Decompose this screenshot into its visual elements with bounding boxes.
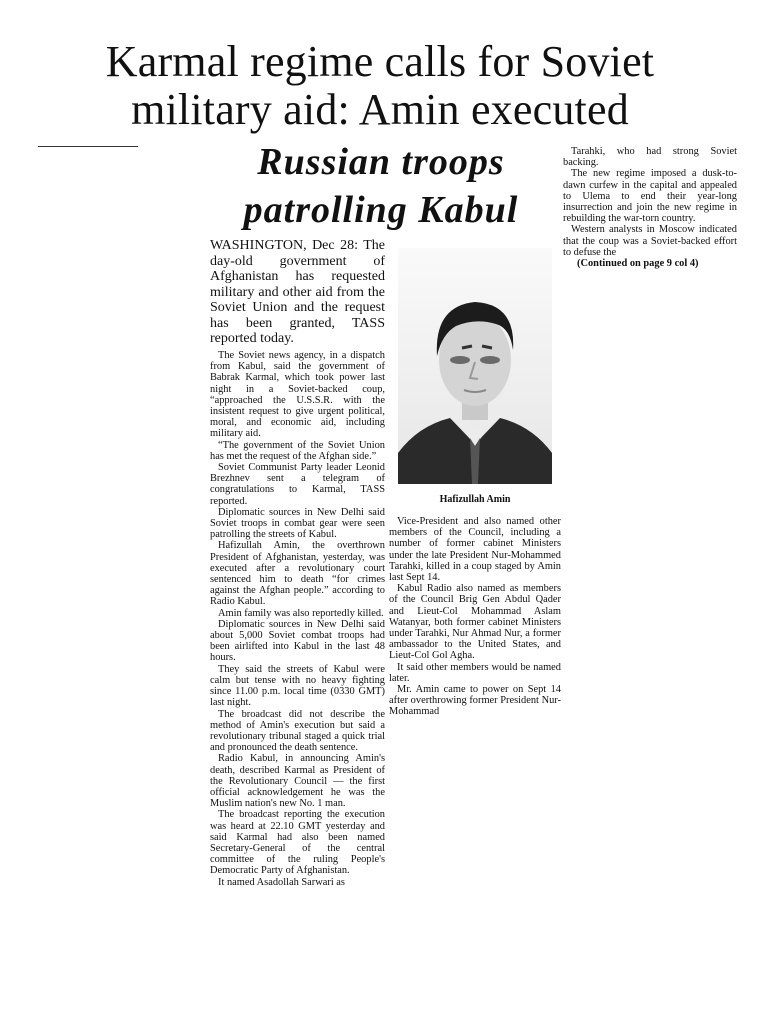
paragraph: Western analysts in Moscow indicated that the coup was a Soviet-backed effort to defuse the <box>563 224 737 258</box>
portrait-image <box>398 248 552 484</box>
portrait-photo <box>398 248 552 484</box>
paragraph: Kabul Radio also named as members of the Council Brig Gen Abdul Qader and Lieut-Col Mohammad Aslam Watanyar, both former cabinet Ministers under Tarahki, Nur Ahmad Nur, a former ambassador to the United States, and Lieut-Col Gol Agha. <box>389 583 561 662</box>
paragraph: The broadcast reporting the execution was heard at 22.10 GMT yesterday and said Karmal had also been named Secretary-General of the central committee of the ruling People's Democratic Party of Afghanistan. <box>210 809 385 877</box>
paragraph: It named Asadollah Sarwari as <box>218 876 345 888</box>
article-column-2 <box>389 516 561 718</box>
paragraph: They said the streets of Kabul were calm but tense with no heavy fighting since 11.00 p.m. local time (0330 GMT) last night. <box>210 663 385 709</box>
paragraph: The Soviet news agency, in a dispatch from Kabul, said the government of Babrak Karmal, which took power last night in a Soviet-backed coup, “approached the U.S.S.R. with the insistent request to give urgent political, moral, and economic aid, including military aid. <box>210 350 385 440</box>
paragraph: Amin family was also reportedly killed. <box>218 607 384 619</box>
subheadline-line-2: patrolling Kabul <box>243 189 519 231</box>
continuation-note: (Continued on page 9 col 4) <box>577 258 699 270</box>
paragraph: Vice-President and also named other members of the Council, including a number of former cabinet Ministers under the late President Nur-Mohammed Tarahki, killed in a coup staged by Amin last Sept 14. <box>389 516 561 584</box>
paragraph: Mr. Amin came to power on Sept 14 after overthrowing former President Nur-Mohammad <box>389 684 561 718</box>
paragraph: Soviet Communist Party leader Leonid Brezhnev sent a telegram of congratulations to Karmal, TASS reported. <box>210 462 385 507</box>
divider-rule <box>38 146 138 147</box>
paragraph: “The government of the Soviet Union has met the request of the Afghan side.” <box>210 439 385 462</box>
paragraph: Hafizullah Amin, the overthrown President of Afghanistan, yesterday, was executed after a revolutionary court sentenced him to death “for crimes against the Afghan people.” according to Radio Kabul. <box>210 540 385 608</box>
subheadline-line-1: Russian troops <box>257 141 505 183</box>
paragraph: The new regime imposed a dusk-to-dawn curfew in the capital and appealed to Ulema to end their year-long insurrection and join the new regime in rebuilding the war-torn country. <box>563 168 737 225</box>
paragraph: Tarahki, who had strong Soviet backing. <box>563 146 737 169</box>
lead-paragraph <box>210 238 385 347</box>
paragraph: It said other members would be named later. <box>389 661 561 684</box>
paragraph: Diplomatic sources in New Delhi said Soviet troops in combat gear were seen patrolling the streets of Kabul. <box>210 506 385 541</box>
paragraph: The broadcast did not describe the method of Amin's execution but said a revolutionary tribunal staged a quick trial and pronounced the death sentence. <box>210 708 385 754</box>
headline-line-1: Karmal regime calls for Soviet <box>105 37 655 86</box>
article-column-1 <box>210 350 385 888</box>
article-column-3 <box>563 146 737 269</box>
lead-text: WASHINGTON, Dec 28: The day-old government of Afghanistan has requested military and other aid from the Soviet Union and the request has been granted, TASS reported today. <box>210 238 385 346</box>
subheadline <box>206 138 556 234</box>
paragraph: Radio Kabul, in announcing Amin's death, described Karmal as President of the Revolutionary Council — the first official acknowledgement he was the Muslim nation's new No. 1 man. <box>210 753 385 810</box>
headline <box>30 38 730 134</box>
photo-caption: Hafizullah Amin <box>439 494 511 505</box>
headline-line-2: military aid: Amin executed <box>131 85 629 134</box>
paragraph: Diplomatic sources in New Delhi said about 5,000 Soviet combat troops had been airlifted into Kabul in the last 48 hours. <box>210 618 385 664</box>
